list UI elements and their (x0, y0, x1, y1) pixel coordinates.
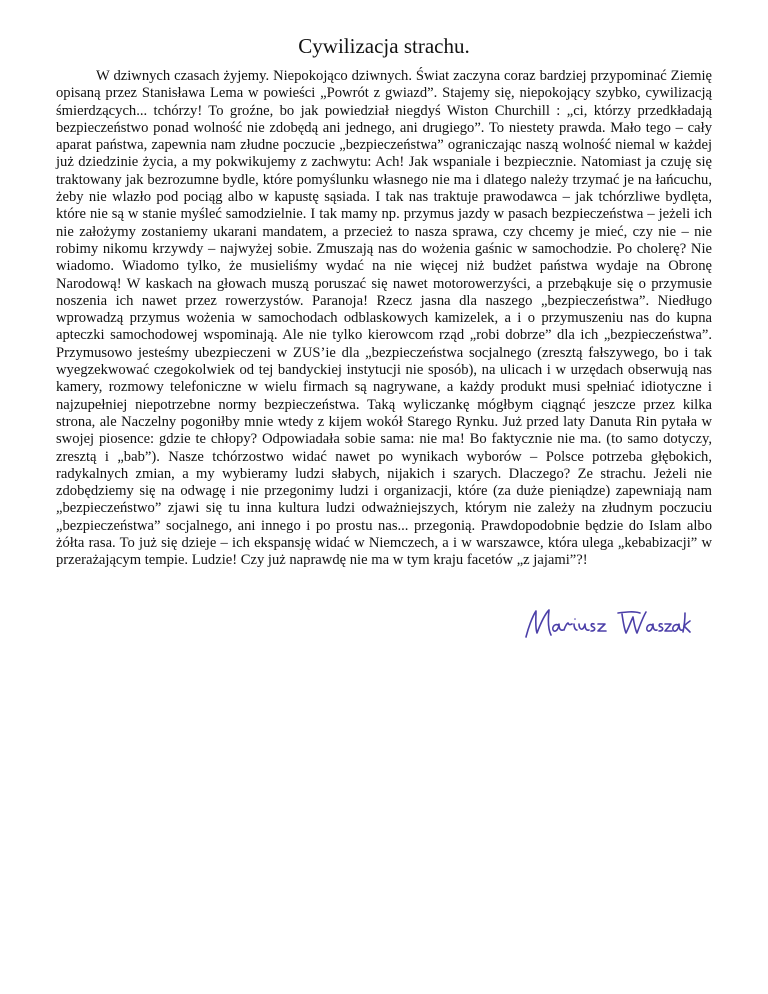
handwritten-signature (522, 603, 692, 643)
document-title: Cywilizacja strachu. (298, 34, 470, 58)
article-paragraph: W dziwnych czasach żyjemy. Niepokojąco dziwnych. Świat zaczyna coraz bardziej przypominać Ziemię opisaną przez Stanisława Lema w powieści „Powrót z gwiazd”. Stajemy się, niepokojący szybko, cywilizacją śmierdzących... tchórzy! To groźne, bo jak powiedział niegdyś Wiston Churchill : „ci, którzy przedkładają bezpieczeństwo ponad wolność nie zdobędą ani jednego, ani drugiego”. To niestety prawda. Mało tego – cały aparat państwa, zapewnia nam złudne poczucie „bezpieczeństwa” ograniczając naszą wolność niemal w każdej już dziedzinie życia, a my pokwikujemy z zachwytu: Ach! Jak wspaniale i bezpiecznie. Natomiast ja czuję się traktowany jak bezrozumne bydle, które pomyślunku własnego nie ma i dlatego należy trzymać je na łańcuchu, żeby nie wlazło pod pociąg albo w kapustę sąsiada. I tak nas traktuje prawodawca – jak tchórzliwe bydlęta, które nie są w stanie myśleć samodzielnie. I tak mamy np. przymus jazdy w pasach bezpieczeństwa – jeżeli ich nie założymy zostaniemy ukarani mandatem, a przecież to nasza sprawa, czy chcemy je mieć, czy nie – nie robimy nikomu krzywdy – najwyżej sobie. Zmuszają nas do wożenia gaśnic w samochodzie. Po cholerę? Nie wiadomo. Wiadomo tylko, że musieliśmy wydać na nie więcej niż budżet państwa wydaje na Obronę Narodową! W kaskach na głowach muszą poruszać się nawet motorowerzyści, a przebąkuje się o przymusie noszenia ich nawet przez rowerzystów. Paranoja! Rzecz jasna dla naszego „bezpieczeństwa”. Niedługo wprowadzą przymus wożenia w samochodach odblaskowych kamizelek, a i o przymuszeniu nas do kupna apteczki samochodowej wspominają. Ale nie tylko kierowcom rząd „robi dobrze” dla ich „bezpieczeństwa”. Przymusowo jesteśmy ubezpieczeni w ZUS’ie dla „bezpieczeństwa socjalnego (zresztą fałszywego, bo i tak wyegzekwować czegokolwiek od tej bandyckiej instytucji nie sposób), na ulicach i w urzędach obserwują nas kamery, rozmowy telefoniczne w wielu firmach są nagrywane, a każdy produkt musi spełniać idiotyczne i najzupełniej niepotrzebne normy bezpieczeństwa. Taką wyliczankę mógłbym ciągnąć jeszcze przez kilka strona, ale Naczelny pogoniłby mnie wtedy z kijem wokół Starego Rynku. Już przed laty Danuta Rin pytała w swojej piosence: gdzie te chłopy? Odpowiadała sobie sama: nie ma! Bo faktycznie nie ma. (to samo dotyczy, zresztą i „bab”). Nasze tchórzostwo widać nawet po wynikach wyborów – Polsce potrzeba głębokich, radykalnych zmian, a my wybieramy ludzi słabych, nijakich i szarych. Dlaczego? Ze strachu. Jeżeli nie zdobędziemy się na odwagę i nie przegonimy ludzi i organizacji, które (za duże pieniądze) zapewniają nam „bezpieczeństwo” zjawi się tu inna kultura ludzi odważniejszych, którym nie zależy na złudnym poczuciu „bezpieczeństwa” socjalnego, ani innego i po prostu nas... przegonią. Prawdopodobnie będzie do Islam albo żółta rasa. To już się dzieje – ich ekspansję widać w Niemczech, a i w warszawce, która ulega „kebabizacji” w przerażającym tempie. Ludzie! Czy już naprawdę nie ma w tym kraju facetów „z jajami”?! (56, 68, 712, 569)
